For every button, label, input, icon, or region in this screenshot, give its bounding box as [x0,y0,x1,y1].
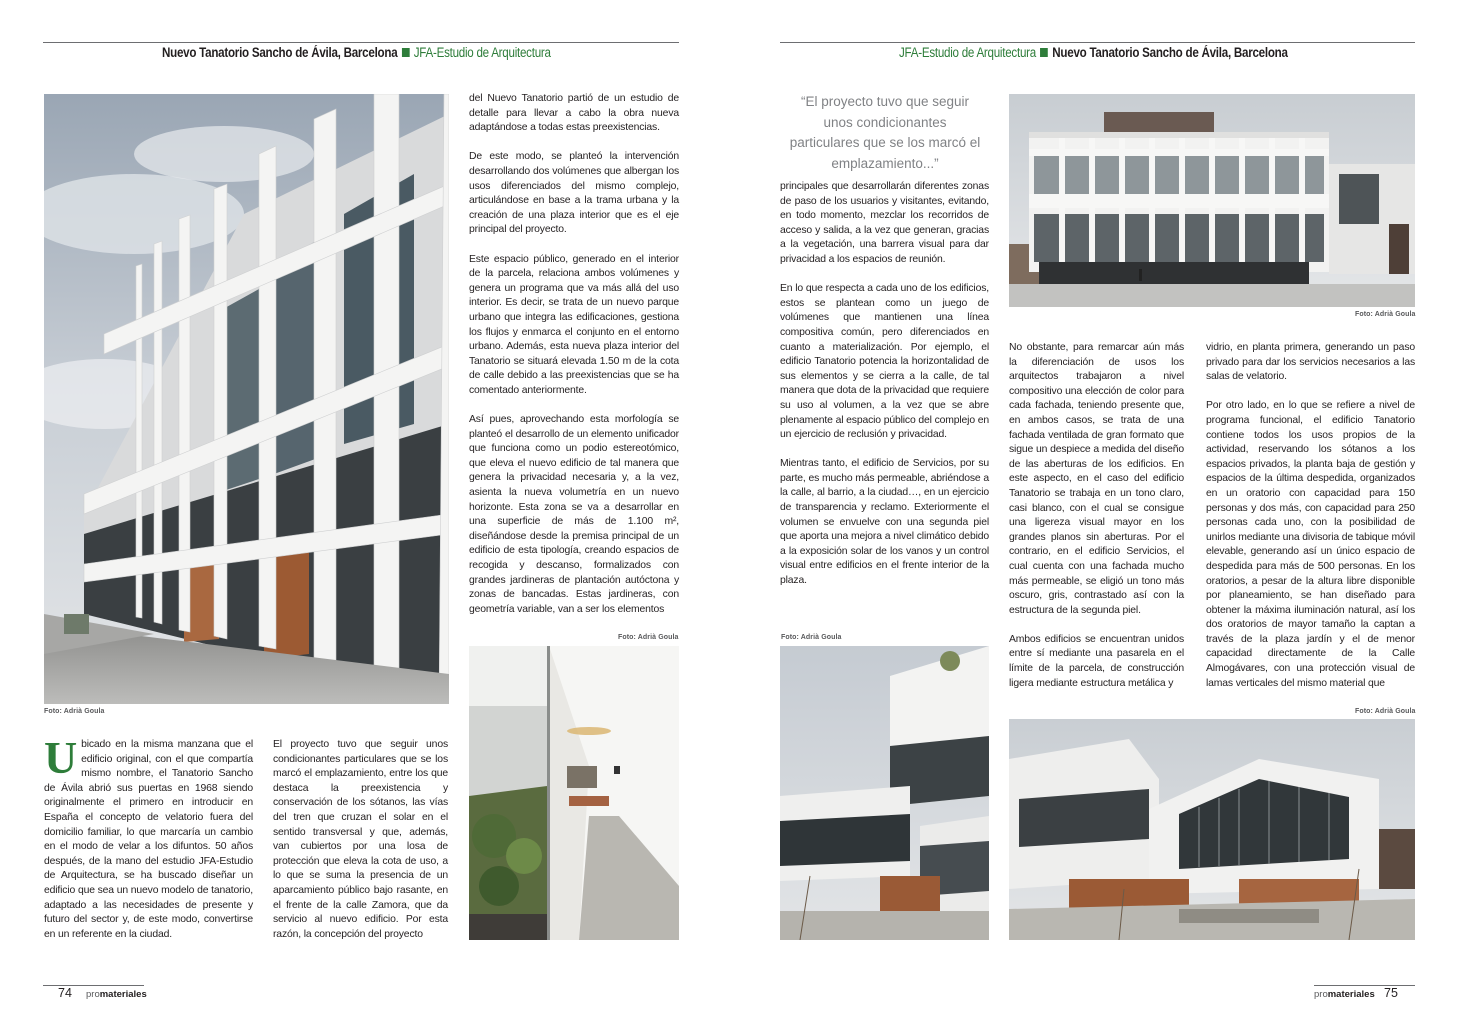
magazine-brand: promateriales [86,989,147,1000]
body-column-2 [1009,341,1184,691]
body-column-3 [469,92,679,617]
pull-quote: “El proyecto tuvo que seguir unos condicionantes particulares que se los marcó el emplazamiento...” [789,94,981,171]
body-paragraph: El proyecto tuvo que seguir unos condicionantes particulares que se los marcó el emplazamiento, entre los que destaca la preexistencia y conservación de los sótanos, las vías del tren que cruzan el solar en el sentido transversal y que, además, van cubiertos por una losa de protección que eleva la cota de uso, a lo que se suma la presencia de un aparcamiento público bajo rasante, en el frente de la calle Zamora, que da servicio al nuevo edificio. Por esta razón, la concepción del proyecto [273,739,448,940]
header-square-icon [1040,48,1048,57]
body-column-1 [44,732,253,942]
photo-credit: Foto: Adrià Goula [1355,708,1416,715]
right-page [737,0,1457,1032]
photo-volumes-corner [780,646,989,940]
body-column-2 [273,738,448,942]
body-paragraph: Así pues, aprovechando esta morfología se planteó el desarrollo de un elemento unificador que funciona como un podio estereotómico, que eleva el nuevo edificio de tal manera que genera la privacidad necesaria y, a la vez, asienta la nueva volumetría en un nuevo horizonte. Esta zona se va a desarrollar en una superficie de más de 1.100 m², diseñándose desde la premisa principal de un edificio de esta tipología, creando espacios de recogida y descanso, formalizados con grandes jardineras de plantación autóctona y zonas de bancadas. Estas jardineras, con geometría variable, van a ser los elementos [469,414,679,615]
page-number: 74 [58,986,72,1000]
page-number: 75 [1384,986,1398,1000]
header-firm: JFA-Estudio de Arquitectura [413,45,551,60]
header-title: Nuevo Tanatorio Sancho de Ávila, Barcelona [1052,45,1288,60]
body-paragraph: principales que desarrollarán diferentes zonas de paso de los usuarios y visitantes, evitando, en todo momento, mezclar los recorridos de acceso y salida, a la vez que generan, gracias a la vegetación, una barrera visual para dar privacidad a los espacios de reunión. [780,181,989,265]
body-paragraph: Ubicado en la misma manzana que el edificio original, con el que compartía mismo nombre, el Tanatorio Sancho de Ávila abrió sus puertas en 1968 siendo originalmente el primero en introducir en España el concepto de velatorio fuera del domicilio familiar, lo que marcaría un cambio en el modo de velar a los difuntos. 50 años después, de la mano del estudio JFA-Estudio de Arquitectura, se ha buscado diseñar un edificio que sea un nuevo modelo de tanatorio, adaptado a las necesidades de presente y futuro del sector y, de este modo, convertirse en un referente en la ciudad. [44,732,253,940]
header-rule [780,42,1415,43]
body-column-1 [780,180,989,589]
photo-main-facade [44,94,449,704]
photo-courtyard [1009,719,1415,940]
dropcap: U [44,732,78,783]
body-paragraph: vidrio, en planta primera, generando un paso privado para dar los servicios necesarios a las salas de velatorio. [1206,342,1415,383]
body-paragraph: del Nuevo Tanatorio partió de un estudio de detalle para llevar a cabo la obra nueva adaptándose a todas estas preexistencias. [469,93,679,134]
body-paragraph: En lo que respecta a cada uno de los edificios, estos se plantean como un juego de volúmenes que mantienen una línea compositiva común, pero diferenciados en cuanto a materialización. Por ejemplo, el edificio Tanatorio potencia la horizontalidad de sus elementos y se cierra a la calle, de tal manera que dota de la privacidad que requiere su uso al volumen, a la vez que se abre plenamente al espacio público del complejo en un ejercicio de reclusión y privacidad. [780,283,989,441]
header-title: Nuevo Tanatorio Sancho de Ávila, Barcelona [162,45,398,60]
body-paragraph: Mientras tanto, el edificio de Servicios, por su parte, es mucho más permeable, abriéndose a la calle, al barrio, a la ciudad…, en un ejercicio de transparencia y reclamo. Exteriormente el volumen se envuelve con una segunda piel que aporta una mejora a nivel climático debido a la exposición solar de los vanos y un control visual entre edificios en el frente interior de la plaza. [780,458,989,587]
header-square-icon [402,48,410,57]
header-firm: JFA-Estudio de Arquitectura [899,45,1036,60]
body-column-3 [1206,341,1415,691]
running-header [162,45,551,60]
running-header [899,45,1288,60]
magazine-brand: promateriales [1314,989,1375,1000]
left-page [0,0,720,1032]
header-rule [43,42,679,43]
photo-credit: Foto: Adrià Goula [618,634,679,641]
photo-interior-corridor [469,646,679,940]
photo-credit: Foto: Adrià Goula [1355,311,1416,318]
photo-credit: Foto: Adrià Goula [44,708,105,715]
footer-rule [1314,985,1415,986]
photo-front-elevation [1009,94,1415,307]
body-paragraph: De este modo, se planteó la intervención desarrollando dos volúmenes que albergan los usos diferenciados del mismo complejo, articulándose en base a la trama urbana y la creación de una plaza interior que es el eje principal del proyecto. [469,151,679,236]
body-paragraph: Por otro lado, en lo que se refiere a nivel de programa funcional, el edificio Tanatorio contiene todos los usos propios de la actividad, reservando los sótanos a los espacios privados, la planta baja de gestión y espacios de la última despedida, organizados en un oratorio con capacidad para 150 personas y dos más, con capacidad para 250 personas cada uno, con la posibilidad de unirlos mediante una divisoria de tabique móvil elevable, generando así un único espacio de despedida para más de 500 personas. En los oratorios, a pesar de la altura libre disponible por planeamiento, se han diseñado para obtener la máxima iluminación natural, así los dos oratorios de mayor tamaño la captan a través de la plaza jardín y el de menor capacidad directamente de la Calle Almogávares, con una protección visual de lamas verticales del mismo material que [1206,400,1415,689]
body-paragraph: No obstante, para remarcar aún más la diferenciación de usos los arquitectos trabajaron a nivel compositivo una elección de color para cada fachada, teniendo presente que, en ambos casos, se trata de una fachada ventilada de gran formato que sigue un despiece a medida del diseño de las aberturas de los edificios. En este aspecto, en el caso del edificio Tanatorio se trabaja en un tono claro, casi blanco, con el cual se consigue una ligereza visual mayor en los grandes planos sin aberturas. Por el contrario, en el edificio Servicios, el cual cuenta con una fachada mucho más permeable, se eligió un tono más oscuro, gris, contrastado así con la estructura de la segunda piel. [1009,342,1184,616]
photo-credit: Foto: Adrià Goula [781,634,842,641]
body-paragraph: Ambos edificios se encuentran unidos entre sí mediante una pasarela en el límite de la parcela, de construcción ligera mediante estructura metálica y [1009,633,1184,689]
body-paragraph: Este espacio público, generado en el interior de la parcela, relaciona ambos volúmenes y genera un programa que va más allá del uso interior. Es decir, se trata de un nuevo parque urbano que integra las edificaciones, gestiona los flujos y enmarca el conjunto en el entorno urbano. Además, esta nueva plaza interior del Tanatorio se situará elevada 1.50 m de la cota de calle debido a las preexistencias que se ha comentado anteriormente. [469,253,679,396]
